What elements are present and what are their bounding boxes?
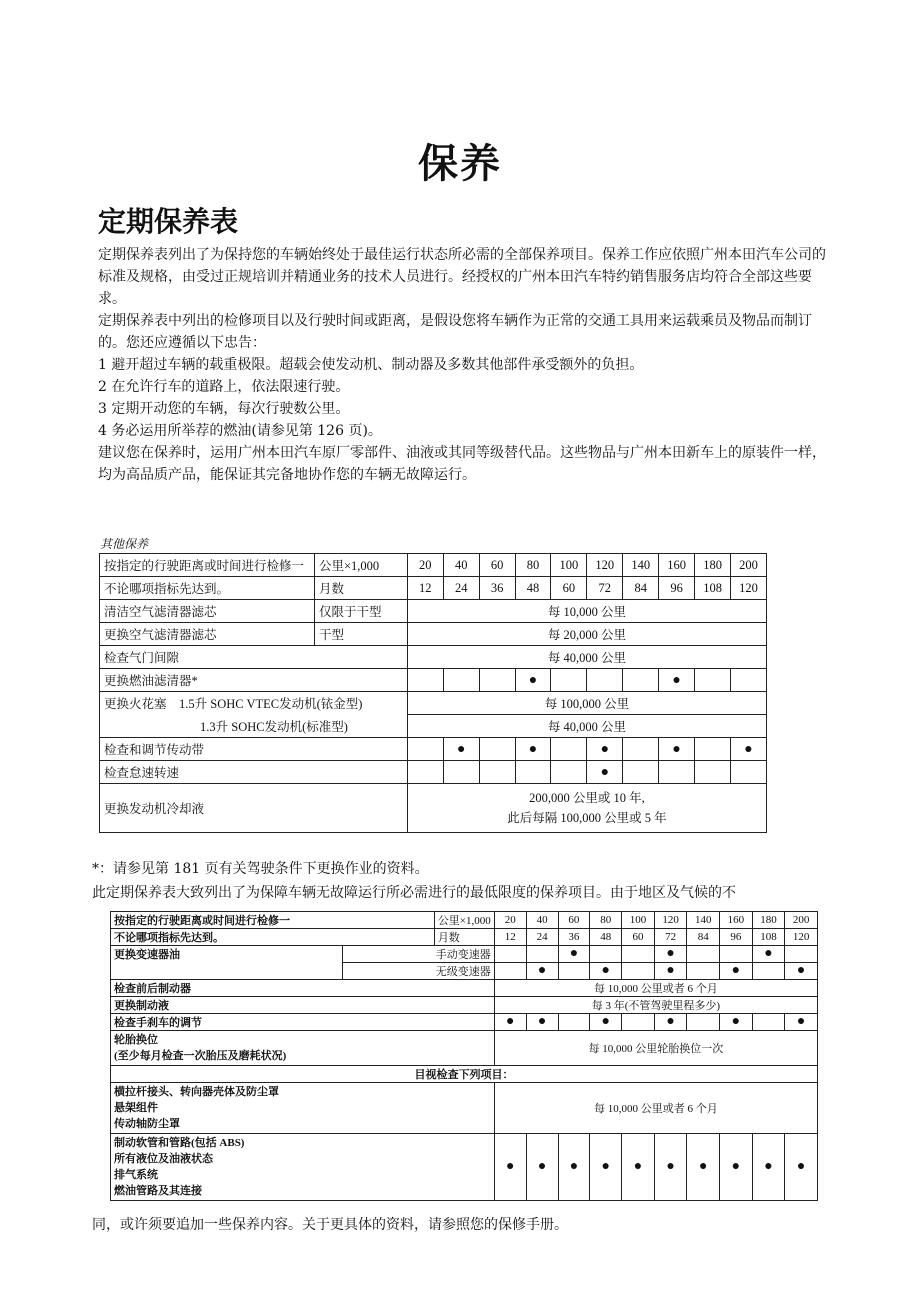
schedule-cell bbox=[720, 1134, 753, 1201]
schedule-cell bbox=[659, 669, 695, 692]
intro-paragraph: 建议您在保养时，运用广州本田汽车原厂零部件、油液或其同等级替代品。这些物品与广州本田新车上的原装件一样，均为高品质产品，能保证其完备地协作您的车辆无故障运行。 bbox=[98, 445, 826, 483]
check-dot-icon: ● bbox=[666, 963, 675, 978]
intro-list-item: 1 避开超过车辆的载重极限。超载会使发动机、制动器及多数其他部件承受额外的负担。 bbox=[98, 357, 644, 373]
table-row bbox=[100, 692, 767, 715]
item-name: 清洁空气滤清器滤芯 bbox=[100, 600, 315, 623]
table-header-cell: 月数 bbox=[314, 577, 407, 600]
check-dot-icon: ● bbox=[731, 1159, 741, 1174]
schedule-cell bbox=[731, 669, 767, 692]
schedule-cell bbox=[785, 946, 818, 963]
schedule-cell bbox=[443, 761, 479, 784]
km-cell: 180 bbox=[752, 912, 785, 929]
month-cell: 108 bbox=[752, 929, 785, 946]
item-name-line: 燃油管路及其连接 bbox=[114, 1185, 202, 1197]
intro-paragraph: 定期保养表列出了为保持您的车辆始终处于最佳运行状态所必需的全部保养项目。保养工作应依照广州本田汽车公司的标准及规格，由受过正规培训并精通业务的技术人员进行。经授权的广州本田汽车特约销售服务店均符合全部这些要求。 bbox=[98, 247, 826, 307]
check-dot-icon: ● bbox=[666, 946, 675, 961]
month-cell: 48 bbox=[590, 929, 622, 946]
schedule-cell bbox=[654, 1134, 687, 1201]
schedule-cell bbox=[526, 1134, 558, 1201]
schedule-cell bbox=[720, 1014, 753, 1031]
maintenance-table-other bbox=[99, 553, 767, 833]
km-cell: 120 bbox=[654, 912, 687, 929]
interval-line: 200,000 公里或 10 年, bbox=[529, 791, 645, 805]
item-name: 更换制动液 bbox=[111, 997, 495, 1014]
schedule-cell bbox=[622, 963, 655, 980]
item-type: 仅限于干型 bbox=[314, 600, 407, 623]
item-name bbox=[111, 1134, 495, 1201]
schedule-cell bbox=[587, 669, 623, 692]
intro-list-item: 4 务必运用所举荐的燃油(请参见第 126 页)。 bbox=[98, 423, 382, 439]
km-cell: 80 bbox=[515, 554, 551, 577]
item-name bbox=[111, 1083, 495, 1134]
item-name-line: 制动软管和管路(包括 ABS) bbox=[114, 1137, 245, 1149]
table-row bbox=[100, 761, 767, 784]
interval-cell: 每 10,000 公里或者 6 个月 bbox=[494, 1083, 817, 1134]
footnote: *：请参见第 181 页有关驾驶条件下更换作业的资料。 bbox=[92, 861, 429, 877]
table-label: 其他保养 bbox=[100, 537, 149, 551]
km-cell: 200 bbox=[785, 912, 818, 929]
check-dot-icon: ● bbox=[601, 963, 611, 978]
month-cell: 12 bbox=[494, 929, 526, 946]
schedule-cell bbox=[558, 1134, 590, 1201]
maintenance-table-main bbox=[110, 911, 818, 1201]
item-name-line: 轮胎换位 bbox=[114, 1034, 158, 1046]
item-name-line: (至少每月检查一次胎压及磨耗状况) bbox=[114, 1050, 287, 1062]
schedule-cell bbox=[623, 738, 659, 761]
check-dot-icon: ● bbox=[537, 1159, 547, 1174]
check-dot-icon: ● bbox=[528, 741, 538, 757]
month-cell: 36 bbox=[558, 929, 590, 946]
schedule-cell bbox=[551, 761, 587, 784]
schedule-cell bbox=[687, 963, 720, 980]
schedule-cell bbox=[752, 1134, 785, 1201]
schedule-cell bbox=[590, 1014, 622, 1031]
schedule-cell bbox=[443, 738, 479, 761]
check-dot-icon: ● bbox=[672, 741, 681, 757]
schedule-cell bbox=[407, 761, 443, 784]
interval-cell: 每 10,000 公里 bbox=[407, 600, 766, 623]
check-dot-icon: ● bbox=[672, 672, 681, 688]
km-cell: 200 bbox=[731, 554, 767, 577]
interval-cell: 每 100,000 公里 bbox=[407, 692, 766, 715]
schedule-cell bbox=[590, 963, 622, 980]
km-cell: 20 bbox=[494, 912, 526, 929]
table-row bbox=[100, 623, 767, 646]
interval-cell: 每 40,000 公里 bbox=[407, 715, 766, 738]
schedule-cell bbox=[687, 1014, 720, 1031]
schedule-cell bbox=[785, 1134, 818, 1201]
month-cell: 72 bbox=[654, 929, 687, 946]
interval-cell: 每 20,000 公里 bbox=[407, 623, 766, 646]
schedule-cell bbox=[551, 738, 587, 761]
month-cell: 120 bbox=[731, 577, 767, 600]
check-dot-icon: ● bbox=[600, 764, 610, 780]
item-name-line: 横拉杆接头、转向器壳体及防尘罩 bbox=[114, 1086, 279, 1098]
table-header-cell: 不论哪项指标先达到。 bbox=[100, 577, 315, 600]
table-row bbox=[111, 1014, 818, 1031]
schedule-cell bbox=[558, 946, 590, 963]
table-header-cell: 不论哪项指标先达到。 bbox=[111, 929, 435, 946]
schedule-cell bbox=[479, 738, 515, 761]
schedule-cell bbox=[752, 963, 785, 980]
item-name-line: 所有液位及油液状态 bbox=[114, 1153, 213, 1165]
intro-list-item: 3 定期开动您的车辆，每次行驶数公里。 bbox=[98, 401, 350, 417]
schedule-cell bbox=[515, 761, 551, 784]
schedule-cell bbox=[731, 738, 767, 761]
schedule-cell bbox=[654, 946, 687, 963]
schedule-cell bbox=[551, 669, 587, 692]
item-type: 干型 bbox=[314, 623, 407, 646]
km-cell: 140 bbox=[687, 912, 720, 929]
table-row bbox=[111, 1066, 818, 1083]
table-row bbox=[100, 554, 767, 577]
schedule-cell bbox=[659, 761, 695, 784]
schedule-cell bbox=[731, 761, 767, 784]
item-name: 更换变速器油 bbox=[111, 946, 343, 963]
engine-type: 1.5升 SOHC VTEC发动机(铱金型) bbox=[179, 697, 363, 712]
table-header-cell: 公里×1,000 bbox=[434, 912, 494, 929]
check-dot-icon: ● bbox=[569, 946, 579, 961]
intro-list-item: 2 在允许行车的道路上，依法限速行驶。 bbox=[98, 379, 350, 395]
interval-cell: 每 10,000 公里或者 6 个月 bbox=[494, 980, 817, 997]
schedule-cell bbox=[515, 738, 551, 761]
km-cell: 20 bbox=[407, 554, 443, 577]
schedule-cell bbox=[654, 1014, 687, 1031]
check-dot-icon: ● bbox=[505, 1159, 515, 1174]
schedule-cell bbox=[479, 761, 515, 784]
schedule-cell bbox=[785, 963, 818, 980]
item-name-line: 传动轴防尘罩 bbox=[114, 1118, 180, 1130]
table-row bbox=[111, 929, 818, 946]
table-row bbox=[100, 669, 767, 692]
table-header-cell: 按指定的行驶距离或时间进行检修一 bbox=[100, 554, 315, 577]
schedule-cell bbox=[526, 946, 558, 963]
month-cell: 72 bbox=[587, 577, 623, 600]
month-cell: 60 bbox=[622, 929, 655, 946]
schedule-cell bbox=[590, 1134, 622, 1201]
schedule-cell bbox=[695, 669, 731, 692]
interval-cell bbox=[407, 784, 766, 833]
table-row bbox=[100, 784, 767, 833]
km-cell: 40 bbox=[443, 554, 479, 577]
table-row bbox=[111, 1083, 818, 1134]
schedule-cell bbox=[494, 1134, 526, 1201]
km-cell: 180 bbox=[695, 554, 731, 577]
km-cell: 160 bbox=[720, 912, 753, 929]
section-header: 目视检查下列项目： bbox=[111, 1066, 818, 1083]
intro-paragraph: 定期保养表中列出的检修项目以及行驶时间或距离，是假设您将车辆作为正常的交通工具用来运载乘员及物品而制订的。您还应遵循以下忠告： bbox=[98, 313, 812, 351]
schedule-cell bbox=[407, 738, 443, 761]
schedule-cell bbox=[443, 669, 479, 692]
month-cell: 24 bbox=[526, 929, 558, 946]
paragraph: 此定期保养表大致列出了为保障车辆无故障运行所必需进行的最低限度的保养项目。由于地区及气候的不 bbox=[92, 885, 736, 901]
table-row bbox=[100, 715, 767, 738]
table-row bbox=[100, 577, 767, 600]
check-dot-icon: ● bbox=[569, 1159, 579, 1174]
check-dot-icon: ● bbox=[796, 1014, 806, 1029]
table-row bbox=[111, 963, 818, 980]
km-cell: 60 bbox=[558, 912, 590, 929]
check-dot-icon: ● bbox=[456, 741, 466, 757]
item-name: 检查前后制动器 bbox=[111, 980, 495, 997]
km-cell: 100 bbox=[551, 554, 587, 577]
interval-cell: 每 3 年(不管驾驶里程多少) bbox=[494, 997, 817, 1014]
intro-text bbox=[98, 244, 833, 486]
table-header-cell: 月数 bbox=[434, 929, 494, 946]
km-cell: 60 bbox=[479, 554, 515, 577]
item-name-text: 更换火花塞 bbox=[104, 697, 167, 712]
schedule-cell bbox=[687, 1134, 720, 1201]
schedule-cell bbox=[622, 1014, 655, 1031]
schedule-cell bbox=[695, 738, 731, 761]
km-cell: 80 bbox=[590, 912, 622, 929]
check-dot-icon: ● bbox=[699, 1159, 708, 1174]
page-title: 保养 bbox=[418, 141, 502, 187]
check-dot-icon: ● bbox=[537, 1014, 547, 1029]
schedule-cell bbox=[558, 1014, 590, 1031]
check-dot-icon: ● bbox=[601, 1159, 611, 1174]
month-cell: 36 bbox=[479, 577, 515, 600]
item-name-line: 悬架组件 bbox=[114, 1102, 158, 1114]
schedule-cell bbox=[526, 963, 558, 980]
interval-cell: 每 10,000 公里轮胎换位一次 bbox=[494, 1031, 817, 1066]
schedule-cell bbox=[654, 963, 687, 980]
schedule-cell bbox=[695, 761, 731, 784]
km-cell: 140 bbox=[623, 554, 659, 577]
month-cell: 24 bbox=[443, 577, 479, 600]
check-dot-icon: ● bbox=[796, 1159, 806, 1174]
table-row bbox=[111, 997, 818, 1014]
item-name: 检查手刹车的调节 bbox=[111, 1014, 495, 1031]
month-cell: 12 bbox=[407, 577, 443, 600]
table-row bbox=[111, 1031, 818, 1066]
engine-type: 1.3升 SOHC发动机(标准型) bbox=[100, 715, 408, 738]
table-row bbox=[100, 738, 767, 761]
schedule-cell bbox=[587, 761, 623, 784]
check-dot-icon: ● bbox=[601, 1014, 611, 1029]
schedule-cell bbox=[407, 669, 443, 692]
schedule-cell bbox=[526, 1014, 558, 1031]
schedule-cell bbox=[752, 946, 785, 963]
item-name: 更换燃油滤清器* bbox=[100, 669, 408, 692]
check-dot-icon: ● bbox=[600, 741, 610, 757]
check-dot-icon: ● bbox=[731, 1014, 741, 1029]
item-name: 检查气门间隙 bbox=[100, 646, 408, 669]
schedule-cell bbox=[479, 669, 515, 692]
check-dot-icon: ● bbox=[528, 672, 538, 688]
month-cell: 108 bbox=[695, 577, 731, 600]
table-header-cell: 按指定的行驶距离或时间进行检修一 bbox=[111, 912, 435, 929]
item-name bbox=[100, 692, 408, 715]
table-row bbox=[111, 946, 818, 963]
month-cell: 84 bbox=[623, 577, 659, 600]
check-dot-icon: ● bbox=[764, 946, 773, 961]
schedule-cell bbox=[687, 946, 720, 963]
km-cell: 40 bbox=[526, 912, 558, 929]
km-cell: 100 bbox=[622, 912, 655, 929]
schedule-cell bbox=[494, 1014, 526, 1031]
item-subtype: 无级变速器 bbox=[342, 963, 494, 980]
month-cell: 84 bbox=[687, 929, 720, 946]
check-dot-icon: ● bbox=[537, 963, 547, 978]
schedule-cell bbox=[494, 963, 526, 980]
km-cell: 160 bbox=[659, 554, 695, 577]
section-title: 定期保养表 bbox=[98, 205, 239, 238]
table-row bbox=[100, 600, 767, 623]
item-name-empty bbox=[111, 963, 343, 980]
schedule-cell bbox=[659, 738, 695, 761]
table-header-cell: 公里×1,000 bbox=[314, 554, 407, 577]
interval-line: 此后每隔 100,000 公里或 5 年 bbox=[507, 811, 667, 825]
item-name-line: 排气系统 bbox=[114, 1169, 158, 1181]
item-name: 更换发动机冷却液 bbox=[100, 784, 408, 833]
table-row bbox=[100, 646, 767, 669]
schedule-cell bbox=[494, 946, 526, 963]
item-name: 检查怠速转速 bbox=[100, 761, 408, 784]
item-name: 更换空气滤清器滤芯 bbox=[100, 623, 315, 646]
schedule-cell bbox=[622, 946, 655, 963]
table-row bbox=[111, 912, 818, 929]
table-row bbox=[111, 1134, 818, 1201]
schedule-cell bbox=[558, 963, 590, 980]
check-dot-icon: ● bbox=[796, 963, 806, 978]
month-cell: 96 bbox=[720, 929, 753, 946]
schedule-cell bbox=[623, 669, 659, 692]
check-dot-icon: ● bbox=[764, 1159, 773, 1174]
check-dot-icon: ● bbox=[666, 1159, 675, 1174]
check-dot-icon: ● bbox=[666, 1014, 675, 1029]
month-cell: 96 bbox=[659, 577, 695, 600]
interval-cell: 每 40,000 公里 bbox=[407, 646, 766, 669]
check-dot-icon: ● bbox=[505, 1014, 515, 1029]
item-name: 检查和调节传动带 bbox=[100, 738, 408, 761]
schedule-cell bbox=[720, 963, 753, 980]
month-cell: 120 bbox=[785, 929, 818, 946]
check-dot-icon: ● bbox=[633, 1159, 643, 1174]
schedule-cell bbox=[623, 761, 659, 784]
schedule-cell bbox=[590, 946, 622, 963]
schedule-cell bbox=[785, 1014, 818, 1031]
check-dot-icon: ● bbox=[731, 963, 741, 978]
km-cell: 120 bbox=[587, 554, 623, 577]
schedule-cell bbox=[720, 946, 753, 963]
item-subtype: 手动变速器 bbox=[342, 946, 494, 963]
schedule-cell bbox=[752, 1014, 785, 1031]
schedule-cell bbox=[515, 669, 551, 692]
month-cell: 48 bbox=[515, 577, 551, 600]
item-name bbox=[111, 1031, 495, 1066]
month-cell: 60 bbox=[551, 577, 587, 600]
schedule-cell bbox=[587, 738, 623, 761]
table-row bbox=[111, 980, 818, 997]
paragraph: 同，或许须要追加一些保养内容。关于更具体的资料，请参照您的保修手册。 bbox=[92, 1217, 568, 1233]
check-dot-icon: ● bbox=[744, 741, 753, 757]
schedule-cell bbox=[622, 1134, 655, 1201]
